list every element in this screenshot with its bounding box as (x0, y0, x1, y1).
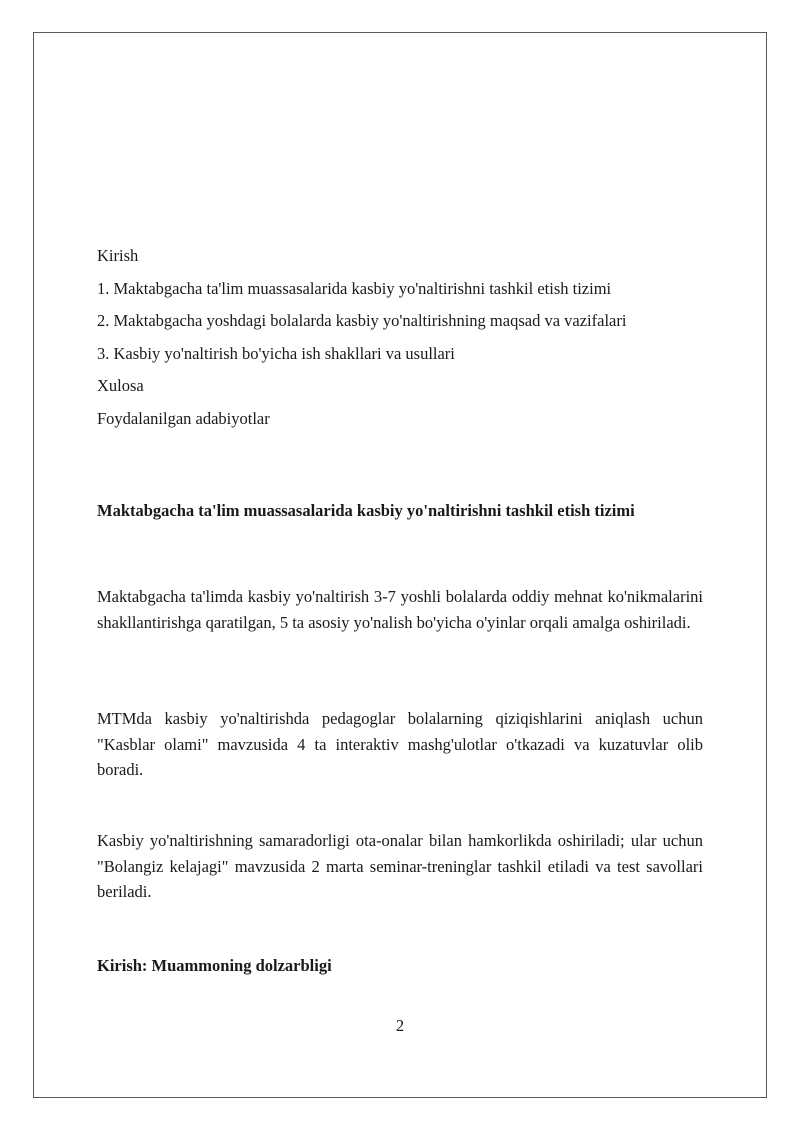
toc-item-1: 1. Maktabgacha ta'lim muassasalarida kasbiy yo'naltirishni tashkil etish tizimi (97, 278, 612, 298)
toc-item-3: 3. Kasbiy yo'naltirish bo'yicha ish shakllari va usullari (97, 343, 455, 363)
toc-item-references: Foydalanilgan adabiyotlar (97, 408, 270, 428)
toc-item-2: 2. Maktabgacha yoshdagi bolalarda kasbiy yo'naltirishning maqsad va vazifalari (97, 311, 627, 331)
toc-item-conclusion: Xulosa (97, 376, 144, 396)
paragraph-2: MTMda kasbiy yo'naltirishda pedagoglar bolalarning qiziqishlarini aniqlash uchun "Kasblar olami" mavzusida 4 ta interaktiv mashg'ulotlar o'tkazadi va kuzatuvlar olib boradi. (97, 709, 703, 779)
page-number: 2 (395, 1016, 405, 1035)
table-of-contents (97, 240, 703, 436)
page-border (33, 32, 767, 1098)
toc-item-intro: Kirish (97, 246, 139, 265)
paragraph-3: Kasbiy yo'naltirishning samaradorligi ota-onalar bilan hamkorlikda oshiriladi; ular uchun "Bolangiz kelajagi" mavzusida 2 marta seminar-treninglar tashkil etiladi va test savollari beriladi. (97, 831, 703, 901)
section-heading: Maktabgacha ta'lim muassasalarida kasbiy yo'naltirishni tashkil etish tizimi (97, 501, 635, 520)
paragraph-1: Maktabgacha ta'limda kasbiy yo'naltirish 3-7 yoshli bolalarda oddiy mehnat ko'nikmalarini shakllantirishga qaratilgan, 5 ta asosiy yo'nalish bo'yicha o'yinlar orqali amalga oshiriladi. (97, 587, 703, 632)
intro-heading: Kirish: Muammoning dolzarbligi (97, 956, 332, 975)
